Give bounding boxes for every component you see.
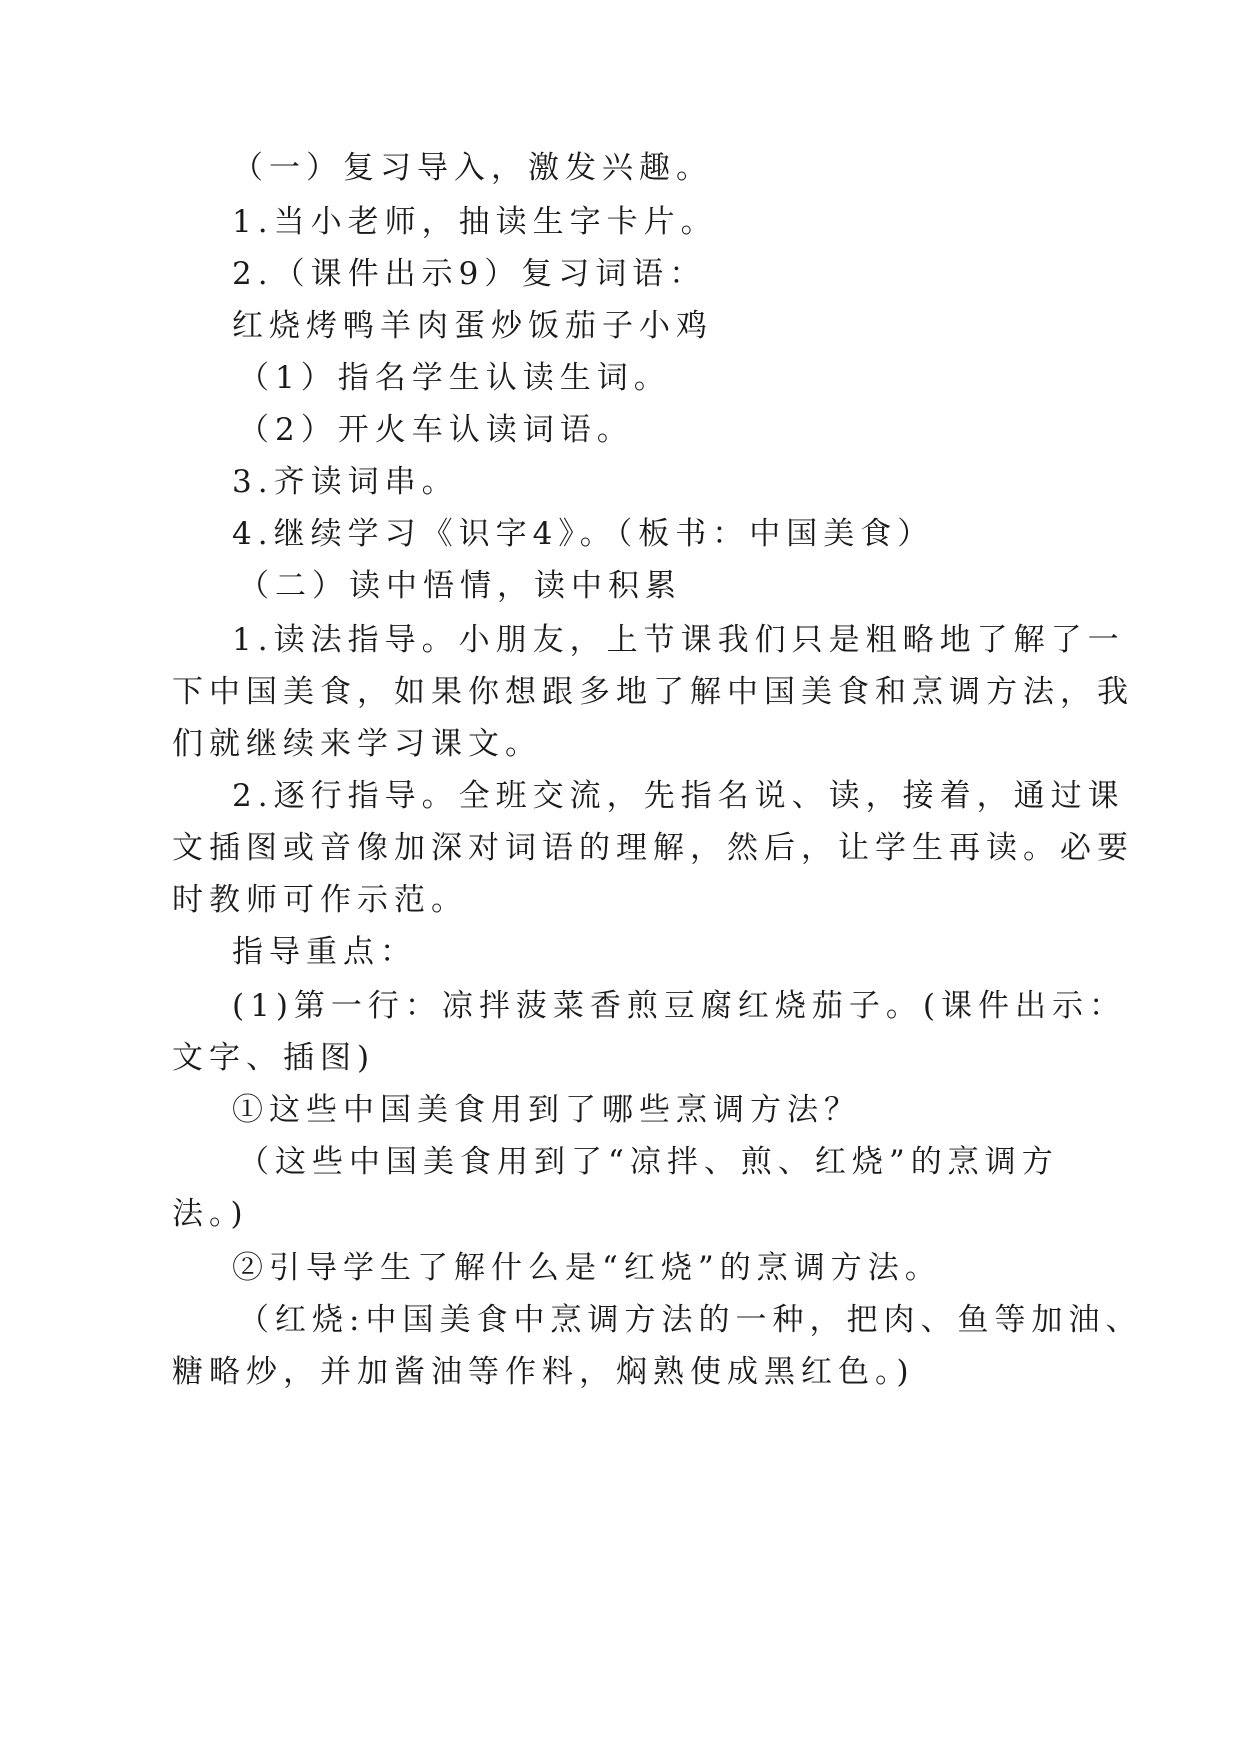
text-line: 2.逐行指导。全班交流，先指名说、读，接着，通过课: [232, 778, 1125, 814]
text-line: ①这些中国美食用到了哪些烹调方法？: [232, 1092, 861, 1128]
text-line: 文字、插图): [172, 1040, 376, 1076]
text-line: 1.读法指导。小朋友，上节课我们只是粗略地了解了一: [232, 622, 1125, 658]
text-line: 2.（课件出示9）复习词语：: [232, 256, 707, 292]
text-line: 红烧烤鸭羊肉蛋炒饭茄子小鸡: [232, 308, 713, 344]
text-line: （红烧:中国美食中烹调方法的一种，把肉、鱼等加油、: [238, 1302, 1143, 1338]
text-line: 们就继续来学习课文。: [172, 726, 542, 762]
text-line: 糖略炒，并加酱油等作料，焖熟使成黑红色。): [172, 1354, 915, 1390]
section-heading-2: （二）读中悟情，读中积累: [238, 568, 682, 604]
text-line: （2）开火车认读词语。: [238, 412, 634, 448]
text-line: 1.当小老师，抽读生字卡片。: [232, 204, 718, 240]
text-line: 法。): [172, 1196, 249, 1232]
text-line: 时教师可作示范。: [172, 882, 468, 918]
text-line: 下中国美食，如果你想跟多地了解中国美食和烹调方法，我: [172, 674, 1134, 710]
text-line: (1)第一行：凉拌菠菜香煎豆腐红烧茄子。(课件出示：: [232, 988, 1127, 1024]
section-heading-1: （一）复习导入，激发兴趣。: [232, 150, 713, 186]
text-line: 指导重点：: [232, 934, 417, 970]
text-line: ②引导学生了解什么是“红烧”的烹调方法。: [232, 1250, 942, 1286]
text-line: 文插图或音像加深对词语的理解，然后，让学生再读。必要: [172, 830, 1134, 866]
text-line: （1）指名学生认读生词。: [238, 360, 671, 396]
text-line: 4.继续学习《识字4》。（板书：中国美食）: [232, 516, 935, 552]
text-line: 3.齐读词串。: [232, 464, 459, 500]
text-line: （这些中国美食用到了“凉拌、煎、红烧”的烹调方: [238, 1144, 1059, 1180]
